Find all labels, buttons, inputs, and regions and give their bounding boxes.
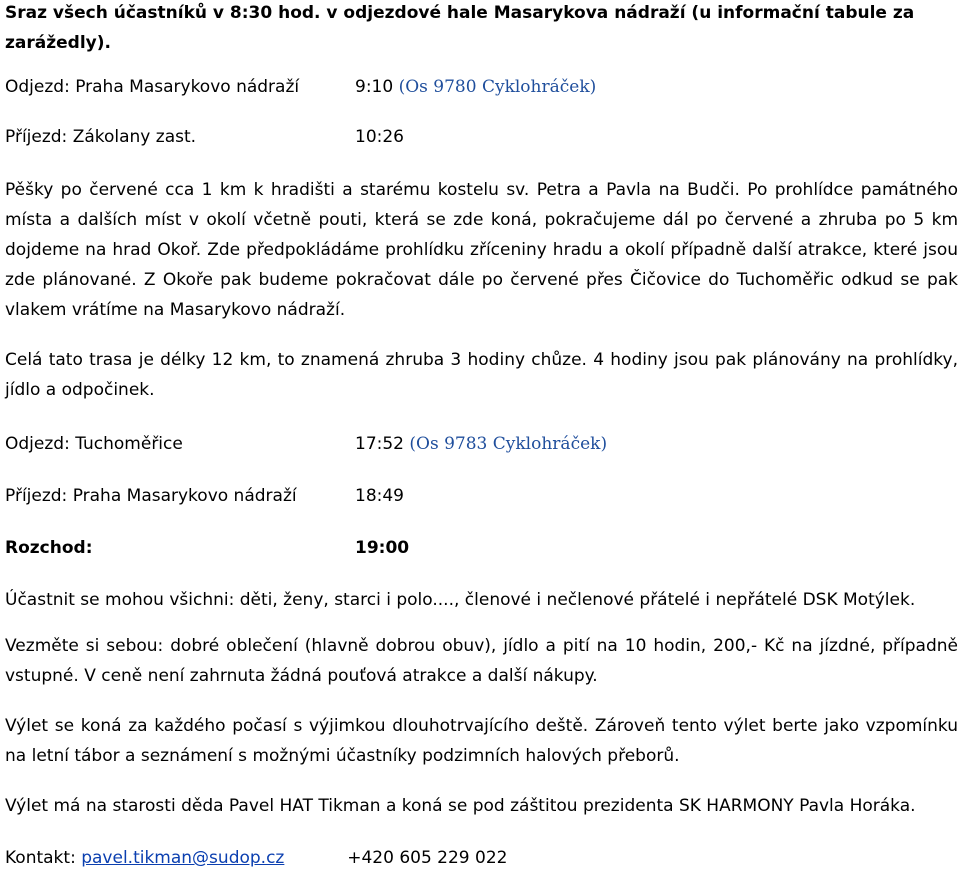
departure-time: 17:52 (Os 9783 Cyklohráček) bbox=[355, 434, 608, 454]
arrival-row-back bbox=[5, 481, 958, 511]
arrival-label: Příjezd: Zákolany zast. bbox=[5, 127, 197, 147]
route-paragraph: Pěšky po červené cca 1 km k hradišti a starému kostelu sv. Petra a Pavla na Budči. Po prohlídce památného místa a dalších míst v okolí včetně pouti, která se zde koná, pokračujeme dál po červené a zhruba po 5 km dojdeme na hrad Okoř. Zde předpokládáme prohlídku zříceniny hradu a okolí případně další atrakce, které jsou zde plánované. Z Okoře pak budeme pokračovat dále po červené přes Čičovice do Tuchoměřic odkud se pak vlakem vrátíme na Masarykovo nádraží. bbox=[5, 180, 959, 320]
end-row bbox=[5, 533, 958, 563]
email-link[interactable]: pavel.tikman@sudop.cz bbox=[81, 848, 285, 868]
participants-paragraph: Účastnit se mohou všichni: děti, ženy, starci i polo...., členové i nečlenové přátelé i nepřátelé DSK Motýlek. bbox=[5, 590, 916, 610]
organizer-paragraph: Výlet má na starosti děda Pavel HAT Tikman a koná se pod záštitou prezidenta SK HARMONY Pavla Horáka. bbox=[5, 796, 916, 816]
departure-row-back bbox=[5, 429, 958, 459]
contact-label: Kontakt: bbox=[5, 848, 76, 868]
train-name: (Os 9780 Cyklohráček) bbox=[398, 77, 597, 97]
departure-row-out bbox=[5, 72, 958, 102]
bring-paragraph: Vezměte si sebou: dobré oblečení (hlavně dobrou obuv), jídlo a pití na 10 hodin, 200,- Kč na jízdné, případně vstupné. V ceně není zahrnuta žádná pouťová atrakce a další nákupy. bbox=[5, 636, 958, 686]
arrival-row-out bbox=[5, 122, 958, 152]
distance-paragraph: Celá tato trasa je délky 12 km, to znamená zhruba 3 hodiny chůze. 4 hodiny jsou pak plánovány na prohlídky, jídlo a odpočinek. bbox=[5, 350, 958, 400]
train-name: (Os 9783 Cyklohráček) bbox=[409, 434, 608, 454]
arrival-time: 10:26 bbox=[355, 127, 404, 147]
departure-time: 9:10 (Os 9780 Cyklohráček) bbox=[355, 77, 597, 97]
departure-label: Odjezd: Praha Masarykovo nádraží bbox=[5, 77, 300, 97]
weather-paragraph: Výlet se koná za každého počasí s výjimkou dlouhotrvajícího deště. Zároveň tento výlet berte jako vzpomínku na letní tábor a seznámení s možnými účastníky podzimních halových přeborů. bbox=[5, 716, 958, 766]
arrival-label: Příjezd: Praha Masarykovo nádraží bbox=[5, 486, 297, 506]
end-label: Rozchod: bbox=[5, 538, 93, 558]
end-time: 19:00 bbox=[355, 538, 410, 558]
arrival-time: 18:49 bbox=[355, 486, 404, 506]
meeting-notice: Sraz všech účastníků v 8:30 hod. v odjezdové hale Masarykova nádraží (u informační tabule za zarážedly). bbox=[5, 3, 915, 53]
document bbox=[5, 0, 958, 873]
contact-row bbox=[5, 843, 958, 873]
departure-label: Odjezd: Tuchoměřice bbox=[5, 434, 183, 454]
phone-number: +420 605 229 022 bbox=[347, 848, 508, 868]
